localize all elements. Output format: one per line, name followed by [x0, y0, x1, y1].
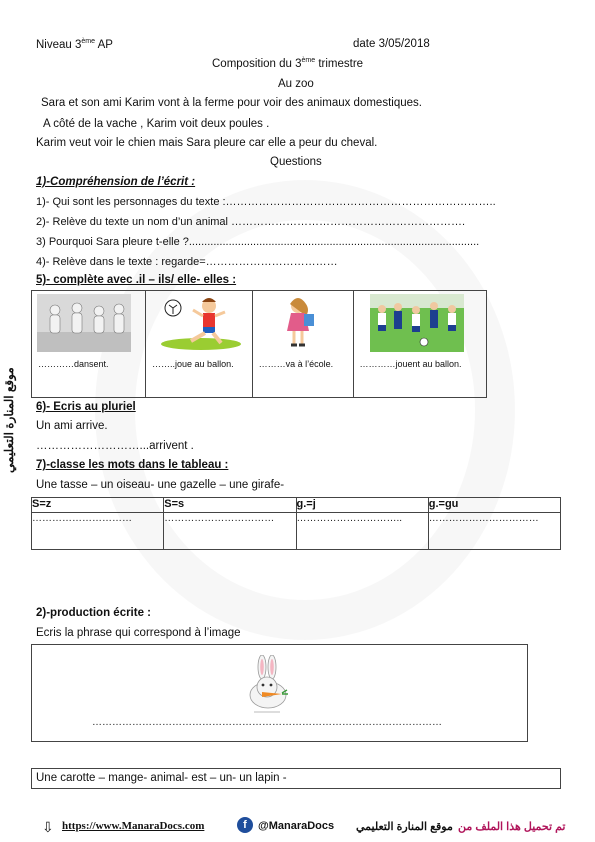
classify-header-j: g.=j [296, 498, 428, 513]
rabbit-with-carrot-icon [240, 655, 296, 717]
exam-date: date 3/05/2018 [353, 38, 430, 50]
side-site-label: موقع المنارة التعليمي [2, 367, 16, 473]
kids-playing-football-photo [370, 294, 464, 352]
classify-header-z: S=z [32, 498, 164, 513]
footer-banner [0, 819, 595, 839]
questions-heading: Questions [270, 156, 322, 168]
classify-blank-j: ………………………….. [296, 513, 428, 550]
level-prefix: Niveau 3 [36, 38, 82, 51]
footer-site-arabic: موقع المنارة التعليمي [356, 821, 453, 833]
cell-girl-school [252, 291, 353, 398]
text-line-3: Karim veut voir le chien mais Sara pleure car elle a peur du cheval. [36, 137, 378, 149]
complete-heading: 5)- complète avec .il – ils/ elle- elles : [36, 274, 237, 286]
text-line-1: Sara et son ami Karim vont à la ferme pour voir des animaux domestiques. [41, 97, 422, 109]
girl-going-to-school-icon [258, 294, 352, 352]
caption-girl-school: ………va à l’école. [258, 359, 334, 369]
classify-blank-s: …………………………… [164, 513, 296, 550]
comprehension-heading: 1)-Compréhension de l’écrit : [36, 176, 196, 188]
boy-kicking-ball-icon [151, 294, 245, 352]
caption-dancing: …………dansent. [38, 359, 109, 369]
background-watermark-ring [95, 180, 515, 640]
level-sup: ème [81, 38, 96, 45]
footer-url[interactable]: https://www.ManaraDocs.com [62, 820, 205, 832]
level-label [36, 38, 113, 51]
children-dancing-photo [37, 294, 131, 352]
text-title: Au zoo [278, 78, 314, 90]
complete-image-table [31, 290, 487, 398]
caption-boy-ball: ……..joue au ballon. [152, 359, 234, 369]
production-answer-line: …………………………………………………………………………………………… [92, 717, 442, 728]
classify-header-s: S=s [164, 498, 296, 513]
classify-blank-z: ………………………… [32, 513, 164, 550]
plural-answer: ………………………...arrivent . [36, 440, 194, 452]
download-icon: ⇩ [42, 819, 54, 835]
title-prefix: Composition du 3 [212, 57, 302, 70]
classify-table [31, 497, 561, 550]
production-words: Une carotte – mange- animal- est – un- un lapin - [36, 772, 287, 784]
production-heading: 2)-production écrite : [36, 607, 152, 619]
footer-download-arabic: تم تحميل هذا الملف من [458, 821, 566, 833]
level-suffix: AP [95, 38, 113, 51]
plural-sentence: Un ami arrive. [36, 420, 108, 432]
cell-boy-ball [146, 291, 253, 398]
question-1: 1)- Qui sont les personnages du texte :……………………………………………………………….. [36, 196, 496, 208]
question-4: 4)- Relève dans le texte : regarde=……………………………… [36, 256, 338, 268]
classify-header-gu: g.=gu [428, 498, 560, 513]
footer-handle[interactable]: @ManaraDocs [258, 820, 335, 832]
title-sup: ème [301, 57, 316, 64]
title-suffix: trimestre [315, 57, 364, 70]
production-instruction: Ecris la phrase qui correspond à l’image [36, 627, 241, 639]
classify-words: Une tasse – un oiseau- une gazelle – une girafe- [36, 479, 285, 491]
classify-heading: 7)-classe les mots dans le tableau : [36, 459, 229, 471]
cell-dancing [32, 291, 146, 398]
caption-kids-football: …………jouent au ballon. [359, 359, 462, 369]
question-3: 3) Pourquoi Sara pleure t-elle ?............................................................................................... [36, 236, 480, 248]
text-line-2: A côté de la vache , Karim voit deux poules . [43, 118, 270, 130]
question-2: 2)- Relève du texte un nom d’un animal ………………………………………………………. [36, 216, 466, 228]
cell-kids-football [353, 291, 487, 398]
facebook-icon[interactable]: f [237, 817, 253, 833]
classify-blank-gu: …………………………… [428, 513, 560, 550]
exam-title [212, 57, 363, 70]
plural-heading: 6)- Ecris au pluriel [36, 401, 136, 413]
production-word-box [31, 768, 561, 789]
production-image-box [31, 644, 528, 742]
